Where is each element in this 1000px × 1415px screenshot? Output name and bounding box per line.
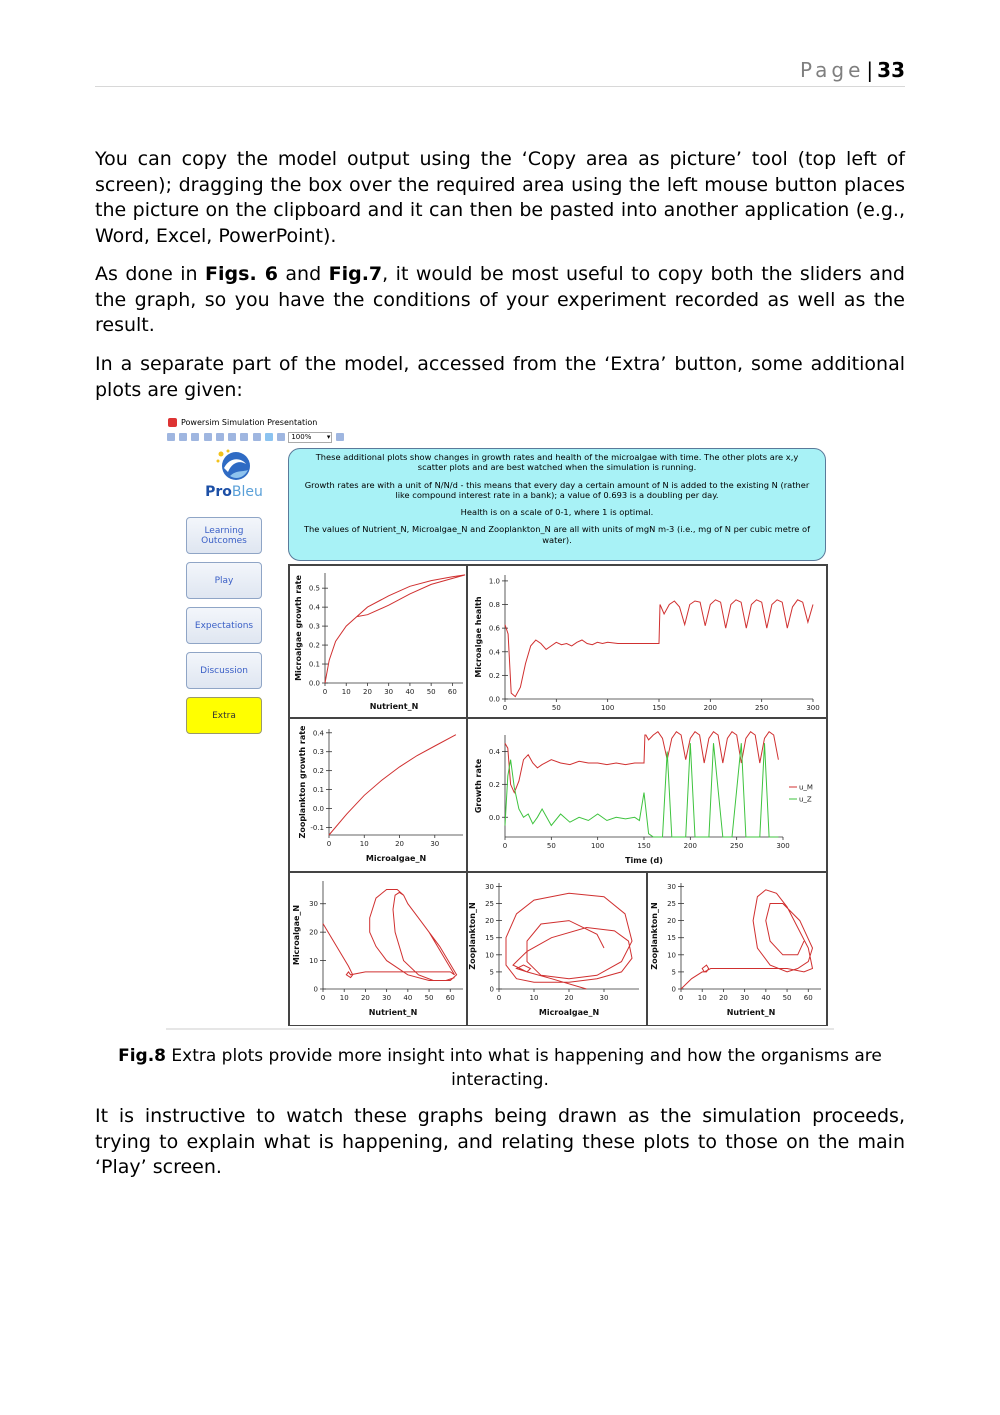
y-tick-label: 0.2 bbox=[312, 767, 324, 776]
plot-5 bbox=[292, 881, 463, 1017]
x-tick-label: 30 bbox=[599, 994, 609, 1002]
x-tick-label: 0 bbox=[322, 688, 328, 696]
copy-icon[interactable] bbox=[277, 433, 285, 441]
x-tick-label: 10 bbox=[529, 994, 539, 1002]
last-icon[interactable] bbox=[240, 433, 248, 441]
x-tick-label: 250 bbox=[754, 704, 769, 712]
back-icon[interactable] bbox=[179, 433, 187, 441]
x-tick-label: 30 bbox=[740, 994, 750, 1002]
y-tick-label: 0.1 bbox=[312, 786, 324, 795]
plots-svg bbox=[289, 565, 829, 1027]
x-tick-label: 150 bbox=[637, 842, 651, 850]
x-tick-label: 40 bbox=[761, 994, 771, 1002]
paragraph-extra-button: In a separate part of the model, accessed from the ‘Extra’ button, some additional plots are given: bbox=[95, 353, 905, 401]
x-tick-label: 20 bbox=[360, 994, 370, 1002]
caption-label: Fig.8 bbox=[118, 1046, 166, 1066]
x-tick-label: 30 bbox=[430, 840, 440, 848]
y-axis-label: Growth rate bbox=[474, 758, 483, 814]
page-header bbox=[95, 58, 905, 87]
zoom-select[interactable]: 100% ▾ bbox=[288, 432, 332, 443]
y-tick-label: 0.8 bbox=[488, 601, 500, 610]
caption-text: Extra plots provide more insight into what is happening and how the organisms are interacting. bbox=[166, 1046, 882, 1090]
legend-label: u_M bbox=[799, 783, 813, 792]
x-tick-label: 50 bbox=[546, 842, 556, 850]
y-tick-label: 30 bbox=[667, 882, 676, 891]
y-tick-label: 0.1 bbox=[308, 660, 320, 669]
y-tick-label: 30 bbox=[485, 882, 494, 891]
x-tick-label: 10 bbox=[697, 994, 707, 1002]
series-line-s1 bbox=[506, 893, 632, 989]
plot-7 bbox=[650, 883, 821, 1017]
probleu-emblem-icon bbox=[212, 448, 256, 484]
series-line-s1 bbox=[681, 890, 813, 989]
nav-play-button[interactable]: Play bbox=[186, 562, 262, 599]
x-tick-label: 100 bbox=[600, 704, 615, 712]
p2-figs6: Figs. 6 bbox=[205, 263, 278, 285]
y-tick-label: 0.0 bbox=[488, 813, 500, 822]
print-icon[interactable] bbox=[253, 433, 261, 441]
y-axis-label: Zooplankton_N bbox=[650, 902, 659, 970]
y-axis-label: Microalgae growth rate bbox=[294, 575, 303, 681]
series-line-s1 bbox=[325, 575, 465, 683]
x-tick-label: 50 bbox=[424, 994, 434, 1002]
paragraph-copy-output: You can copy the model output using the ‘Copy area as picture’ tool (top left of screen); dragging the box over the required area using the left mouse button places the picture on the clipboard and it can then be pasted into another application (e.g., Word, Excel, PowerPoint). bbox=[95, 148, 905, 247]
x-tick-label: 250 bbox=[729, 842, 744, 850]
x-axis-label: Nutrient_N bbox=[368, 1008, 418, 1017]
series-line-u_Z bbox=[505, 743, 778, 837]
y-tick-label: 10 bbox=[485, 951, 494, 960]
info-box bbox=[288, 448, 826, 561]
y-tick-label: 30 bbox=[309, 900, 318, 909]
y-tick-label: 15 bbox=[667, 934, 676, 943]
y-tick-label: 0.4 bbox=[488, 648, 500, 657]
x-tick-label: 50 bbox=[551, 704, 561, 712]
series-line-s1 bbox=[505, 600, 813, 697]
y-axis-label: Microalgae_N bbox=[292, 904, 301, 966]
y-tick-label: 0.2 bbox=[488, 671, 500, 680]
p2-text-a: As done in bbox=[95, 263, 206, 285]
plot-1 bbox=[294, 573, 465, 711]
nav-expectations-button[interactable]: Expectations bbox=[186, 607, 262, 644]
plot-2 bbox=[474, 575, 820, 712]
y-tick-label: 0.4 bbox=[308, 603, 320, 612]
y-tick-label: 15 bbox=[485, 934, 494, 943]
x-tick-label: 50 bbox=[782, 994, 792, 1002]
x-tick-label: 40 bbox=[403, 994, 413, 1002]
probleu-logo bbox=[194, 448, 274, 508]
x-tick-label: 60 bbox=[803, 994, 813, 1002]
y-tick-label: 0 bbox=[489, 985, 494, 994]
plot-4 bbox=[474, 732, 813, 865]
plot-6 bbox=[468, 883, 639, 1017]
y-axis-label: Microalgae health bbox=[474, 596, 483, 678]
nav-discussion-button[interactable]: Discussion bbox=[186, 652, 262, 689]
window-title: Powersim Simulation Presentation bbox=[181, 418, 318, 427]
x-tick-label: 60 bbox=[447, 688, 457, 696]
y-tick-label: 0.5 bbox=[308, 584, 320, 593]
y-axis-label: Zooplankton_N bbox=[468, 902, 477, 970]
plot-panel-border bbox=[290, 719, 467, 872]
x-tick-label: 10 bbox=[339, 994, 349, 1002]
x-tick-label: 300 bbox=[806, 704, 820, 712]
x-tick-label: 0 bbox=[320, 994, 326, 1002]
x-tick-label: 0 bbox=[326, 840, 332, 848]
y-tick-label: 10 bbox=[667, 951, 676, 960]
y-tick-label: 0.0 bbox=[312, 805, 324, 813]
x-tick-label: 200 bbox=[683, 842, 698, 850]
x-tick-label: 20 bbox=[363, 688, 372, 696]
home-icon[interactable] bbox=[167, 433, 175, 441]
p2-text-c: and bbox=[277, 263, 329, 285]
y-tick-label: -0.1 bbox=[310, 823, 324, 832]
x-tick-label: 10 bbox=[359, 840, 369, 848]
logo-text bbox=[194, 484, 274, 500]
logo-bleu: Bleu bbox=[231, 484, 263, 500]
refresh-icon[interactable] bbox=[204, 433, 212, 441]
y-tick-label: 0.3 bbox=[308, 622, 320, 631]
paragraph-copy-sliders bbox=[95, 262, 905, 339]
x-axis-label: Nutrient_N bbox=[369, 702, 419, 711]
figure-caption bbox=[95, 1044, 905, 1092]
page-word: Page bbox=[799, 58, 865, 82]
y-tick-label: 0 bbox=[671, 985, 676, 994]
y-tick-label: 0.4 bbox=[312, 729, 324, 738]
paragraph-instructive: It is instructive to watch these graphs being drawn as the simulation proceeds, trying to explain what is happening, and relating these plots to those on the main ‘Play’ screen. bbox=[95, 1105, 905, 1178]
nav-extra-button[interactable]: Extra bbox=[186, 697, 262, 734]
info-text-health: Health is on a scale of 0-1, where 1 is optimal. bbox=[460, 507, 654, 518]
legend-label: u_Z bbox=[799, 795, 812, 804]
y-tick-label: 10 bbox=[309, 957, 318, 966]
x-tick-label: 0 bbox=[502, 842, 508, 850]
x-tick-label: 60 bbox=[445, 994, 455, 1002]
x-axis-label: Time (d) bbox=[625, 856, 663, 865]
x-tick-label: 50 bbox=[426, 688, 436, 696]
play-icon[interactable] bbox=[228, 433, 236, 441]
y-tick-label: 0.0 bbox=[488, 695, 500, 704]
x-tick-label: 200 bbox=[703, 704, 718, 712]
series-line-s1 bbox=[329, 735, 456, 835]
x-tick-label: 10 bbox=[341, 688, 351, 696]
nav-learning-outcomes-button[interactable]: Learning Outcomes bbox=[186, 517, 262, 554]
p2-text-e: , it would be most useful to copy both the sliders and the graph, so you have the conditions of your experiment recorded as well as the result. bbox=[95, 263, 905, 336]
forward-icon[interactable] bbox=[191, 433, 199, 441]
x-tick-label: 20 bbox=[718, 994, 728, 1002]
p2-fig7: Fig.7 bbox=[328, 263, 383, 285]
x-tick-label: 0 bbox=[502, 704, 508, 712]
x-axis-label: Microalgae_N bbox=[365, 854, 427, 863]
x-tick-label: 20 bbox=[395, 840, 404, 848]
x-tick-label: 100 bbox=[590, 842, 605, 850]
x-tick-label: 30 bbox=[384, 688, 394, 696]
plot-3 bbox=[298, 725, 463, 863]
x-tick-label: 0 bbox=[496, 994, 502, 1002]
y-tick-label: 5 bbox=[489, 968, 494, 977]
y-tick-label: 20 bbox=[309, 928, 318, 937]
info-text-units: The values of Nutrient_N, Microalgae_N and Zooplankton_N are all with units of mgN m-3 (i.e., mg of N per cubic metre of water). bbox=[303, 524, 811, 545]
plot-panel-border bbox=[468, 566, 827, 718]
presentation-toolbar bbox=[166, 431, 366, 443]
x-tick-label: 0 bbox=[678, 994, 684, 1002]
plots-frame bbox=[288, 564, 828, 1026]
y-tick-label: 0.2 bbox=[488, 780, 500, 789]
x-tick-label: 150 bbox=[652, 704, 666, 712]
y-tick-label: 20 bbox=[667, 917, 676, 926]
help-icon[interactable] bbox=[336, 433, 344, 441]
x-tick-label: 300 bbox=[776, 842, 790, 850]
y-tick-label: 0.6 bbox=[488, 624, 500, 633]
y-tick-label: 5 bbox=[671, 968, 676, 977]
window-titlebar bbox=[166, 416, 317, 430]
first-icon[interactable] bbox=[216, 433, 224, 441]
x-axis-label: Nutrient_N bbox=[726, 1008, 776, 1017]
y-tick-label: 0.0 bbox=[308, 679, 320, 688]
x-tick-label: 20 bbox=[564, 994, 574, 1002]
y-tick-label: 0.3 bbox=[312, 748, 324, 757]
y-tick-label: 25 bbox=[485, 900, 494, 909]
x-tick-label: 30 bbox=[382, 994, 392, 1002]
y-tick-label: 0.4 bbox=[488, 747, 500, 756]
info-text-growth-rates: Growth rates are with a unit of N/N/d - this means that every day a certain amount of N is added to the existing N (rather like compound interest rate in a bank); a value of 0.693 is a doubling per day. bbox=[304, 479, 810, 500]
copy-area-icon[interactable] bbox=[265, 433, 273, 441]
series-line-s1 bbox=[323, 890, 457, 981]
logo-pro: Pro bbox=[205, 484, 232, 500]
page-separator: | bbox=[866, 58, 874, 82]
y-tick-label: 25 bbox=[667, 900, 676, 909]
y-axis-label: Zooplankton growth rate bbox=[298, 725, 307, 839]
figure-screenshot bbox=[166, 416, 834, 1030]
page-number: 33 bbox=[877, 58, 905, 82]
y-tick-label: 0 bbox=[313, 985, 318, 994]
y-tick-label: 0.2 bbox=[308, 641, 320, 650]
powersim-app-icon bbox=[168, 418, 177, 427]
x-tick-label: 40 bbox=[405, 688, 415, 696]
info-text-plots: These additional plots show changes in growth rates and health of the microalgae with time. The other plots are x,y scatter plots and are best watched when the simulation is running. bbox=[315, 452, 799, 473]
x-axis-label: Microalgae_N bbox=[538, 1008, 600, 1017]
plot-panel-border bbox=[648, 873, 827, 1026]
y-tick-label: 20 bbox=[485, 917, 494, 926]
y-tick-label: 1.0 bbox=[488, 577, 500, 586]
